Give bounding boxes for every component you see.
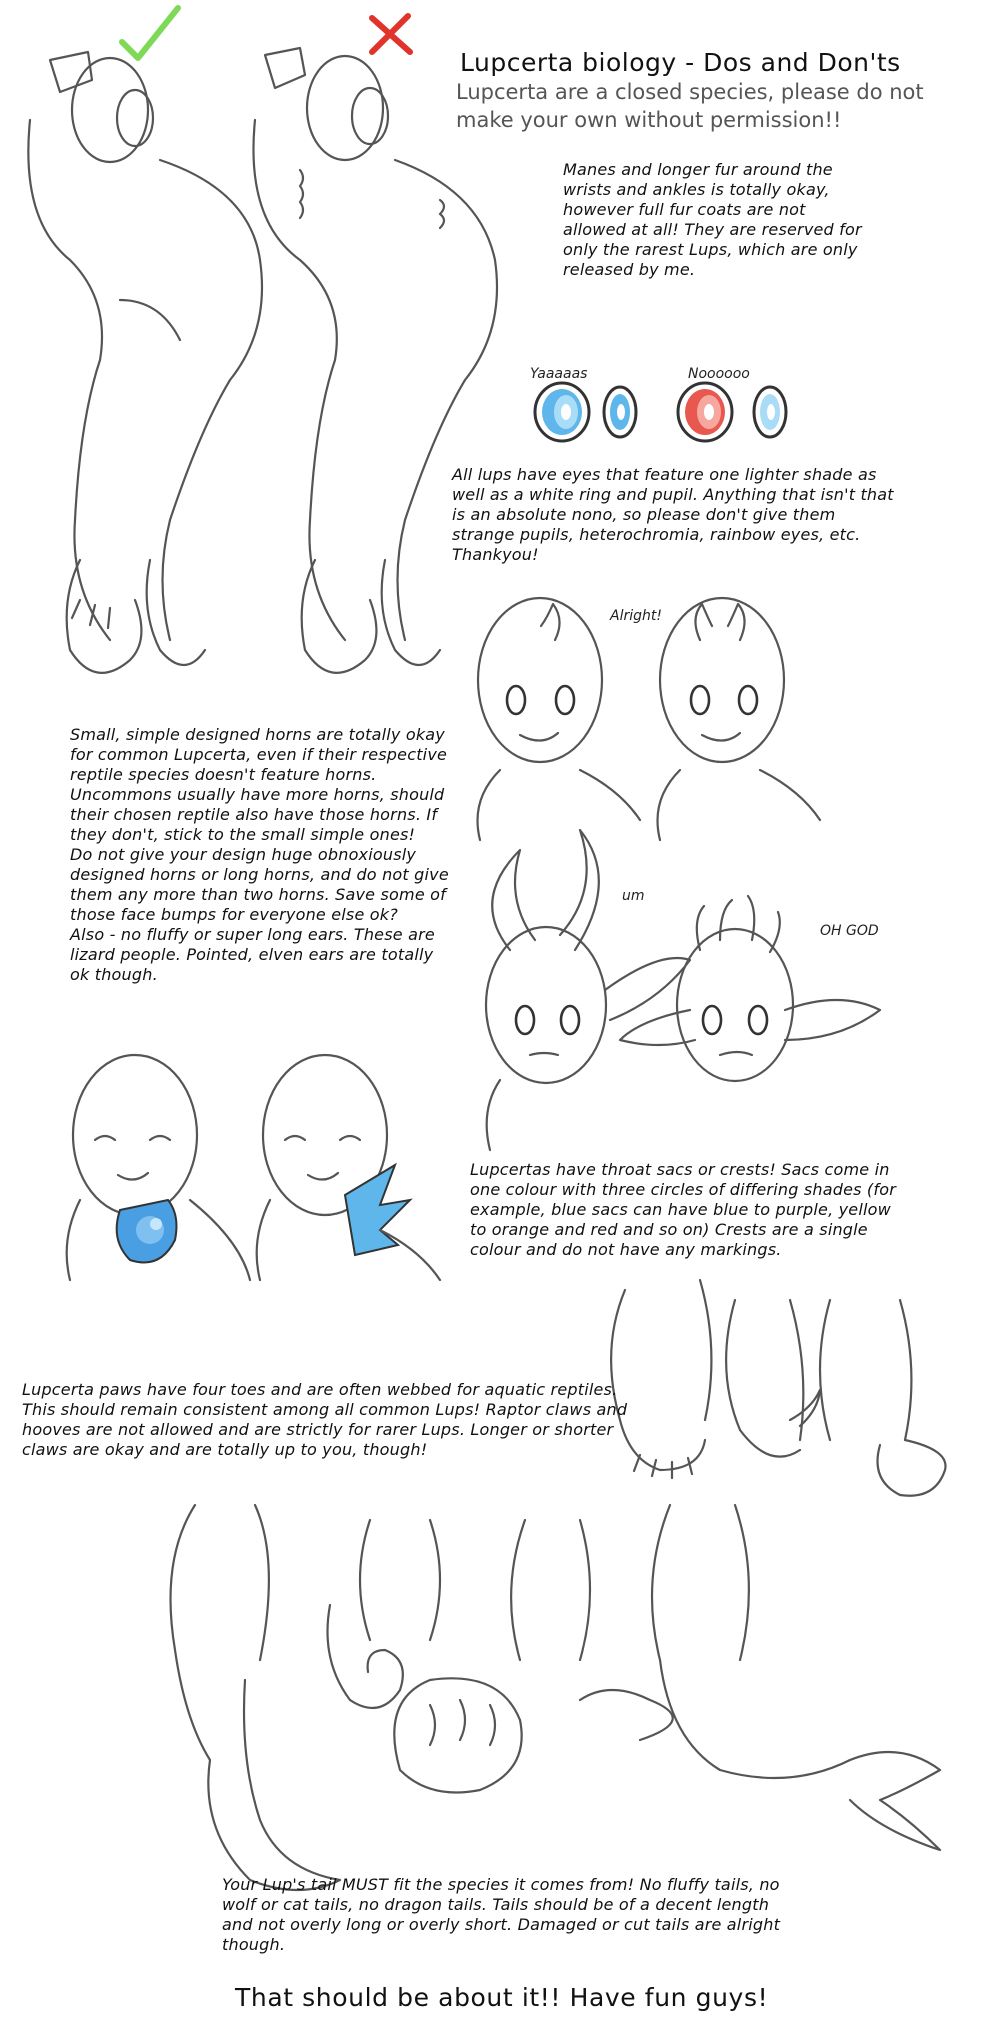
label-oh-god: OH GOD <box>820 923 879 939</box>
paws-note: Lupcerta paws have four toes and are often webbed for aquatic reptiles. This should remain consistent among all common Lups! Raptor claws and hooves are not allowed and are strictly for rarer Lups. Longer or shorter claws are okay and are totally up to you, though! <box>22 1380 628 1459</box>
body-figure-allowed <box>28 52 262 673</box>
horns-note-1: Small, simple designed horns are totally okay for common Lupcerta, even if their respective reptile species doesn't feature horns. Uncommons usually have more horns, should their chosen reptile also have those horns. If they don't, stick to the small simple ones! <box>70 725 448 844</box>
horns-note <box>70 725 450 985</box>
eyes-allowed <box>530 366 636 441</box>
check-mark <box>122 8 178 58</box>
horns-note-3: Also - no fluffy or super long ears. These are lizard people. Pointed, elven ears are totally ok though. <box>70 925 435 984</box>
paws-row <box>611 1280 945 1496</box>
horns-note-2: Do not give your design huge obnoxiously designed horns or long horns, and do not give them any more than two horns. Save some of those face bumps for everyone else ok? <box>70 845 449 924</box>
throat-note: Lupcertas have throat sacs or crests! Sacs come in one colour with three circles of differing shades (for example, blue sacs can have blue to purple, yellow to orange and red and so on) Crests are a single colour and do not have any markings. <box>470 1160 896 1259</box>
label-um: um <box>622 888 645 904</box>
fur-note: Manes and longer fur around the wrists and ankles is totally okay, however full fur coats are not allowed at all! They are reserved for only the rarest Lups, which are only released by me. <box>563 160 862 279</box>
head-many-horns <box>620 896 880 1081</box>
page-title: Lupcerta biology - Dos and Don'ts <box>460 48 901 77</box>
label-no: Noooooo <box>688 366 750 382</box>
head-crest <box>257 1055 440 1280</box>
label-yes: Yaaaaas <box>530 366 588 382</box>
closing-line: That should be about it!! Have fun guys! <box>235 1983 769 2012</box>
head-small-horn-2 <box>609 598 820 840</box>
tails-row <box>171 1505 941 1890</box>
eyes-note: All lups have eyes that feature one lighter shade as well as a white ring and pupil. Anything that isn't that is an absolute nono, so please don't give them strange pupils, heterochromia, rainbow eyes, etc. Thankyou! <box>452 465 894 564</box>
label-alright: Alright! <box>610 608 662 624</box>
cross-mark <box>372 16 410 52</box>
tail-note: Your Lup's tail MUST fit the species it comes from! No fluffy tails, no wolf or cat tails, no dragon tails. Tails should be of a decent length and not overly long or overly short. Damaged or cut tails are alright though. <box>222 1875 781 1954</box>
page-subtitle: Lupcerta are a closed species, please do not make your own without permission!! <box>456 80 924 132</box>
eyes-disallowed <box>678 366 786 441</box>
body-figure-disallowed <box>253 48 497 673</box>
head-large-horns <box>486 830 690 1150</box>
head-small-horn-1 <box>478 598 641 840</box>
head-throat-sac <box>67 1055 250 1280</box>
